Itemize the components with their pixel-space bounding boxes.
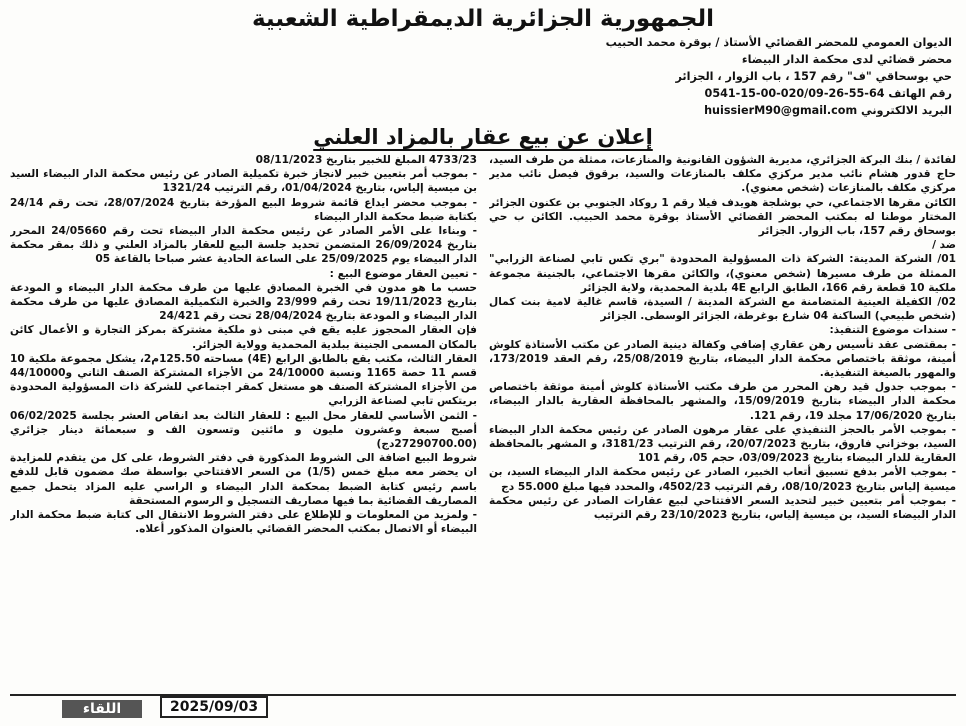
paragraph: حسب ما هو مدون في الخبرة المصادق عليها من طرف محكمة الدار البيضاء و المودعة بتاريخ 19/11/2023 تحت رقم 23/999 والخبرة التكميلية المصادق عليها من طرف محكمة الدار البيضاء و المودعة بتاريخ 28/04/2024 تحت رقم 24/421 xyxy=(10,281,477,323)
bailiff-email-line: البريد الالكتروني huissierM90@gmail.com xyxy=(704,104,952,117)
paragraph: - بموجب الأمر بالحجز التنفيذي على عقار مرهون الصادر عن رئيس محكمة الدار البيضاء السيد، بوخزاني فاروق، بتاريخ 20/07/2023، رقم الترتيب 3181/23، و المشهر بالمحافظة العقارية للدار البيضاء بتاريخ 03/09/2023، حجم 05، رقم 101 xyxy=(489,423,956,465)
paragraph: فإن العقار المحجوز عليه يقع في مبنى ذو ملكية مشتركة بمركز التجارة و الأعمال كائن بالمكان المسمى الجنينة ببلدية المحمدية وولاية الجزائر. xyxy=(10,324,477,351)
paragraph: 4733/23 المبلغ للخبير بتاريخ 08/11/2023 xyxy=(255,154,477,166)
paragraph: 01/ الشركة المدينة: الشركة ذات المسؤولية المحدودة "بري تكس تابي لصناعة الزرابي" الممثلة من طرف مسيرها (شخص معنوي)، والكائن مقرها الاجتماعي، بالجنينة مجموعة ملكية 10 قطعة رقم 166، الطابق الرابع 4E بلدية المحمدية، ولاية الجزائر xyxy=(489,253,956,294)
paragraph: شروط البيع اضافة الى الشروط المذكورة في دفتر الشروط، على كل من يتقدم للمزايدة ان يحضر معه مبلغ خمس (1/5) من السعر الافتتاحي بواسطة صك مضمون قابل للدفع باسم رئيس كتابة الضبط بمحكمة الدار البيضاء و الراسي عليه المزاد يتحمل جميع المصاريف القضائية بما فيها مصاريف التسجيل و الرسوم المستحقة xyxy=(10,452,477,507)
paragraph: - بموجب أمر بتعيين خبير لانجاز خبرة تكميلية الصادر عن رئيس محكمة الدار البيضاء السيد بن ميسية إلياس، بتاريخ 01/04/2024، رقم الترتيب 1321/24 xyxy=(10,168,477,195)
notice-title: إعلان عن بيع عقار بالمزاد العلني xyxy=(313,125,653,149)
paragraph: الكائن مقرها الاجتماعي، حي بوشلجة هويدف فيلا رقم 1 روكاد الجنوبي بن عكنون الجزائر المختار موطنا له بمكتب المحضر القضائي الأستاذ بوقرة محمد الحبيب. الكائن ب حي بوسحاق رقم 157، باب الزوار. الجزائر xyxy=(489,196,956,238)
bailiff-address-line: حي بوسحاقي "ف" رقم 157 ، باب الزوار ، الجزائر xyxy=(675,70,952,83)
notice-body xyxy=(10,153,956,673)
newspaper-name: اللقاء xyxy=(62,700,142,718)
left-column xyxy=(10,153,477,673)
paragraph: - بمقتضى عقد تأسيس رهن عقاري إضافي وكفالة دينية الصادر عن مكتب الأستاذة كلوش أمينة، موثقة باختصاص محكمة الدار البيضاء، بتاريخ 25/08/2019، رقم العقد 173/2019، والمهور بالصيغة التنفيذية. xyxy=(489,338,956,380)
paragraph: - بموجب جدول قيد رهن المحرر من طرف مكتب الأستاذة كلوش أمينة موثقة باختصاص محكمة الدار البيضاء بتاريخ 15/09/2019، والمشهر بالمحافظة العقارية بالدار البيضاء، بتاريخ 17/06/2020 مجلد 19، رقم 121. xyxy=(489,381,956,422)
paragraph: - وبناءا على الأمر الصادر عن رئيس محكمة الدار البيضاء تحت رقم 24/05660 المحرر بتاريخ 26/09/2024 المتضمن تحديد جلسة البيع للعقار بالمزاد العلني و ذلك بمقر محكمة الدار البيضاء يوم 25/09/2025 على الساعة الحادية عشر صباحا بالقاعة 05 xyxy=(10,225,477,266)
paragraph: - بموجب أمر بتعيين خبير لتحديد السعر الافتتاحي لبيع عقارات الصادر عن رئيس محكمة الدار البيضاء السيد، بن ميسية إلياس، بتاريخ 23/10/2023 رقم الترتيب xyxy=(489,494,956,522)
paragraph: - ولمزيد من المعلومات و للإطلاع على دفتر الشروط الانتقال الى كتابة ضبط محكمة الدار البيضاء أو الاتصال بمكتب المحضر القضائي بالعنوان المذكور أعلاه. xyxy=(10,509,477,536)
paragraph: لفائدة / بنك البركة الجزائري، مديرية الشؤون القانونية والمنازعات، ممثلة من طرف السيد، حاج قدور هشام نائب مدير مركزي مكلف بالمنازعات والسيد، برقوق فيصل نائب مدير مركزي مكلف بالمنازعات (شخص معنوي). xyxy=(489,154,956,195)
republic-heading: الجمهورية الجزائرية الديمقراطية الشعبية xyxy=(251,6,715,32)
right-column xyxy=(489,153,956,673)
paragraph: - بموجب محضر ايداع قائمة شروط البيع المؤرخة بتاريخ 28/07/2024، تحت رقم 24/14 بكتابة ضبط محكمة الدار البيضاء xyxy=(10,196,477,223)
paragraph: 02/ الكفيلة العينية المتضامنة مع الشركة المدينة / السيدة، قاسم غالية لامية بنت كمال (شخص طبيعي) الساكنة 04 شارع بوغرطة، الجزائر الوسطى. الجزائر xyxy=(489,296,956,323)
paragraph: - تعيين العقار موضوع البيع : xyxy=(329,267,477,280)
bailiff-office-line: الديوان العمومي للمحضر القضائي الأستاذ / بوقرة محمد الحبيب xyxy=(605,36,952,49)
paragraph: العقار الثالث، مكتب يقع بالطابق الرابع (4E) مساحته 125.50م2، يشكل مجموعة ملكية 10 قسم 11 حصة 1165 ونسبة 24/10000 من الأجزاء المشتركة الصنف الثاني و44/10000 من الأجزاء المشتركة الصنف هو مستغل كمقر اجتماعي للشركة ذات المسؤولية المحدودة بريتكس تابي لصناعة الزرابي xyxy=(10,352,477,408)
bailiff-header xyxy=(392,34,952,119)
bailiff-court-line: محضر قضائي لدى محكمة الدار البيضاء xyxy=(741,53,952,66)
bailiff-phone-line: رقم الهاتف 64-55-26-020/09-00-15-0541 xyxy=(704,87,952,100)
paragraph: ضد / xyxy=(932,239,956,252)
paragraph: - سندات موضوع التنفيذ: xyxy=(829,324,956,337)
publication-date: 2025/09/03 xyxy=(160,696,268,718)
paragraph: - الثمن الأساسي للعقار محل البيع : للعقار الثالث بعد انقاص العشر بجلسة 06/02/2025 أصبح سبعة وعشرون مليون و مائتين وتسعون الف و سبعمائة دينار جزائري (27290700.00دج) xyxy=(10,409,477,451)
footer-bar xyxy=(10,694,956,718)
paragraph: - بموجب الأمر بدفع تسبيق أتعاب الخبير، الصادر عن رئيس محكمة الدار البيضاء السيد، بن ميسية إلياس بتاريخ 08/10/2023، رقم الترتيب 4502/23، والمحدد فيها مبلغ 55.000 دج xyxy=(489,466,956,493)
